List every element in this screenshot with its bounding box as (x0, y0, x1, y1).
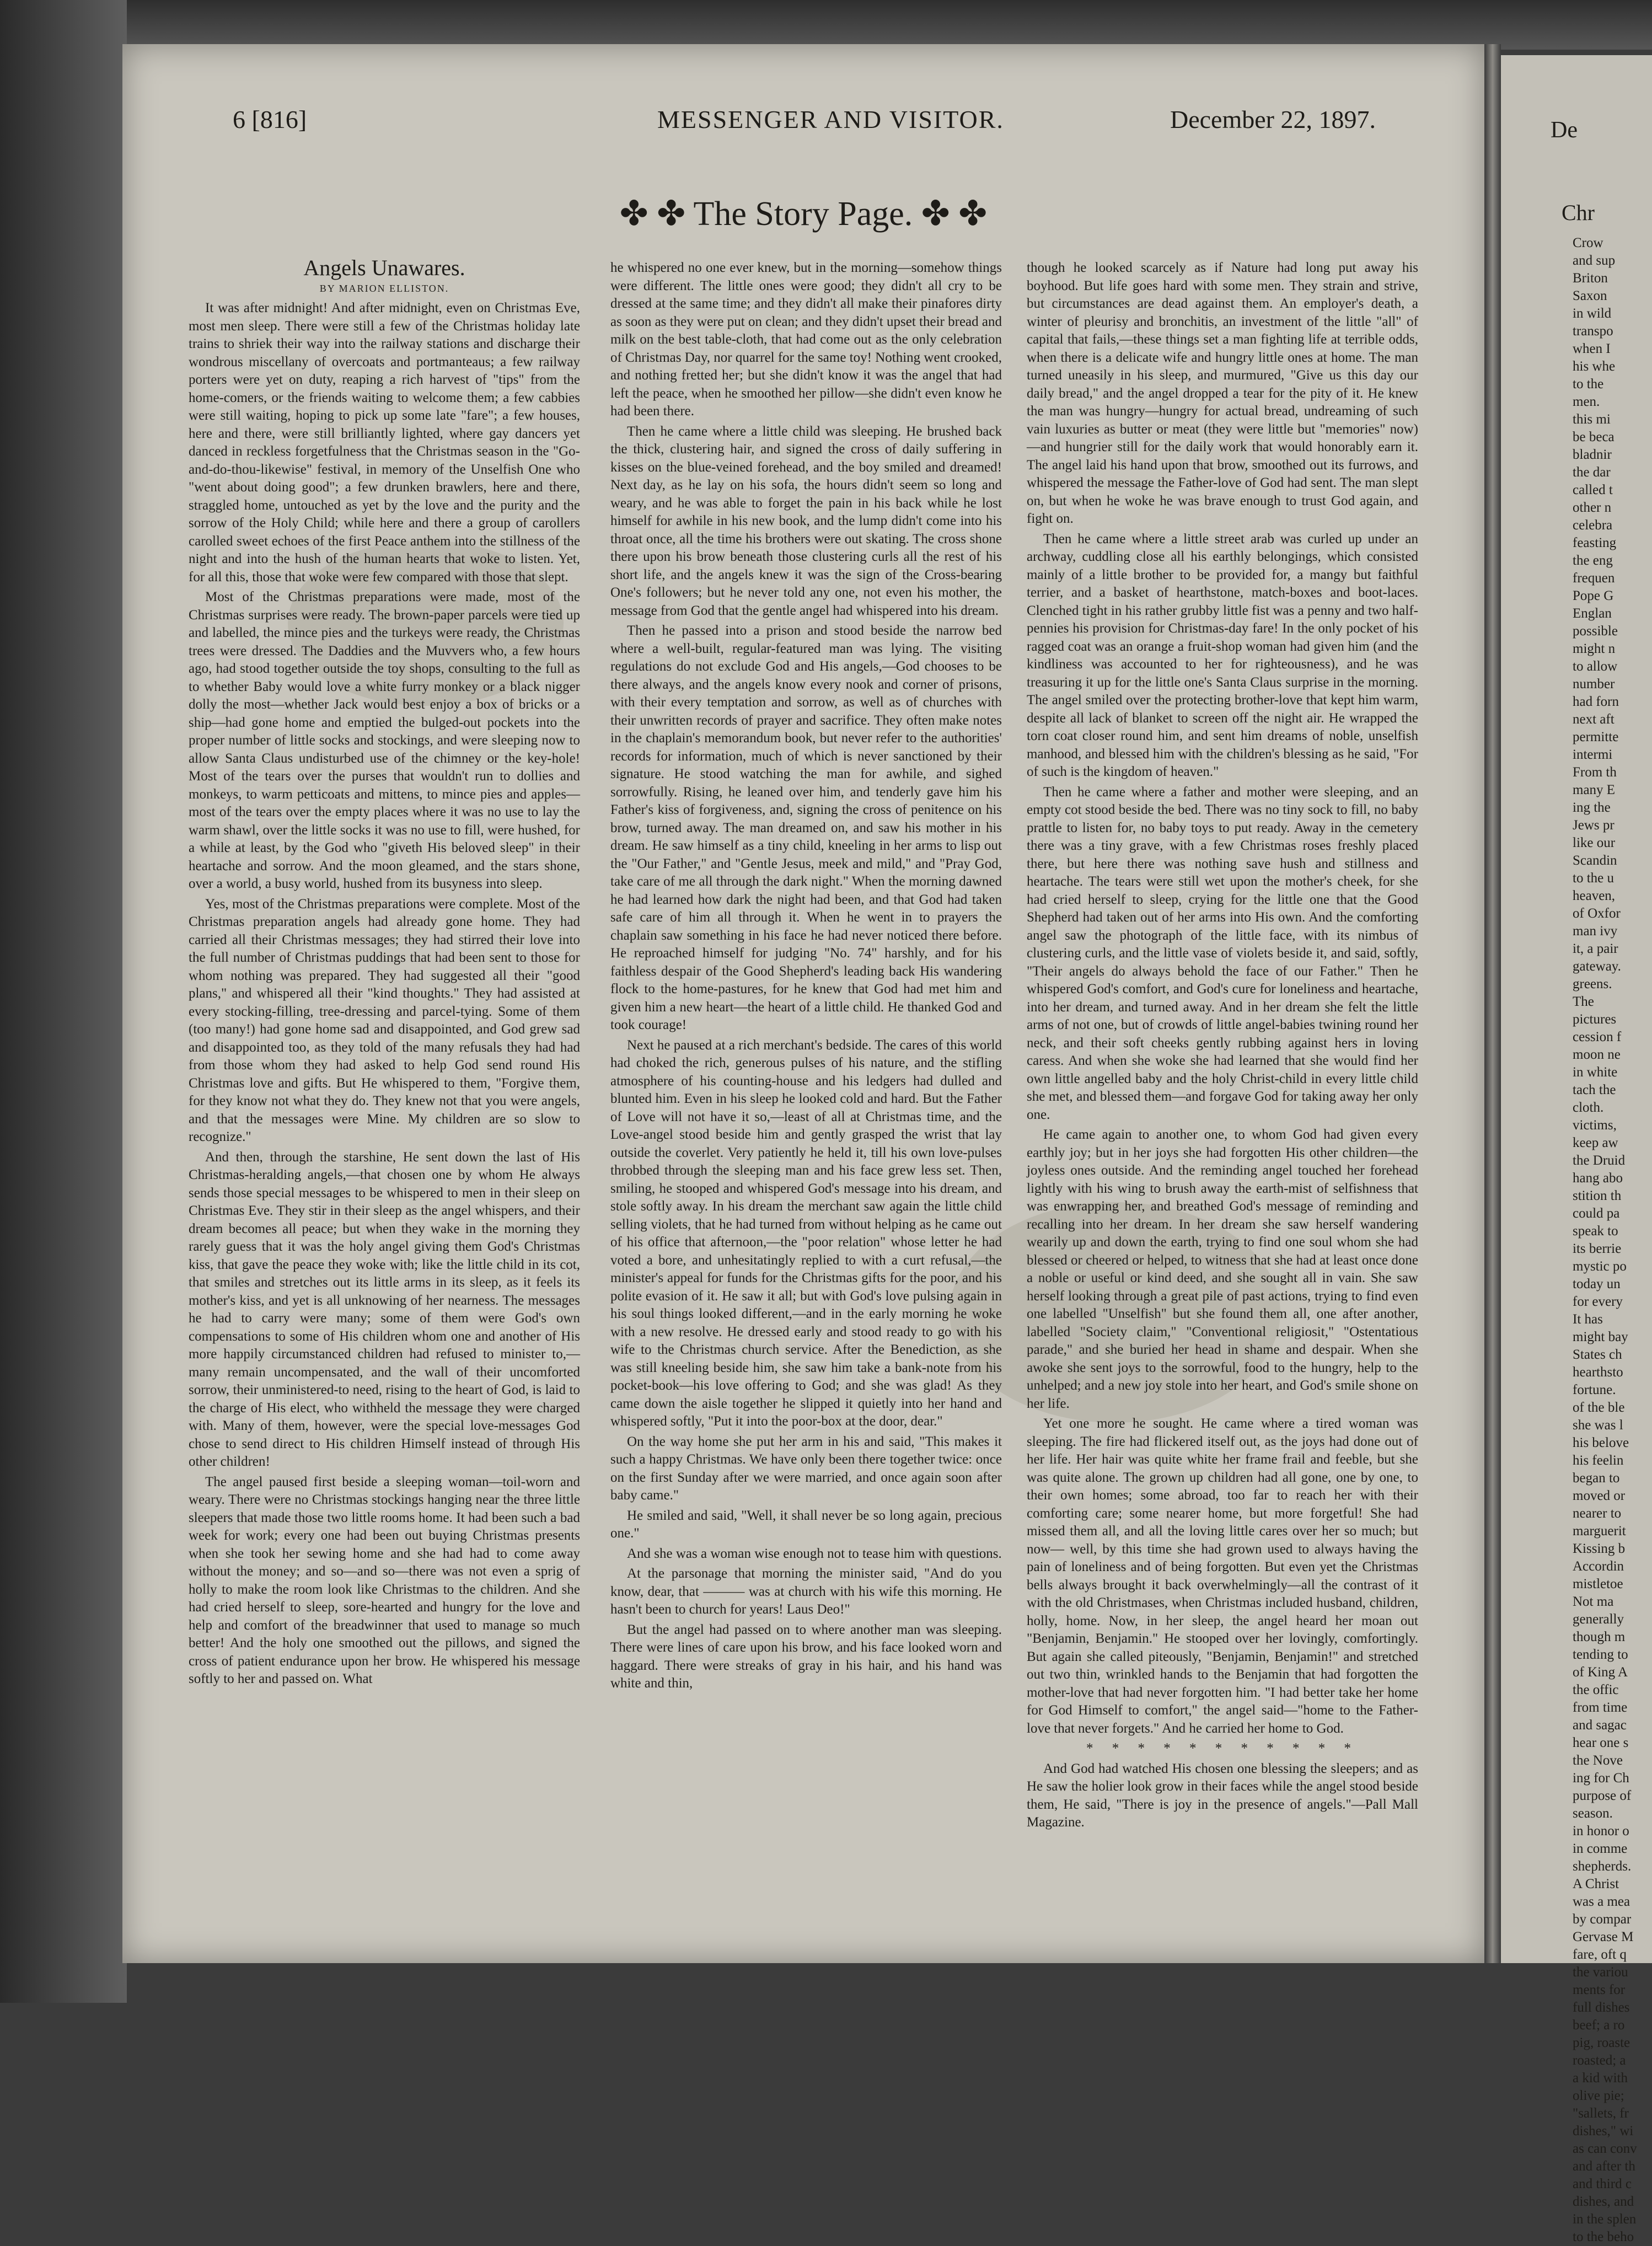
fragment-line: as can conv (1573, 2141, 1637, 2156)
fragment-line: his whe (1573, 359, 1616, 374)
paragraph: And then, through the starshine, He sent down the last of His Christmas-heralding angels,—that chosen one by whom He always sends those special messages to be whispered to men in their sleep on Christmas Eve. They stir in their sleep as the angel whispers, and their dream becomes all peace; but when they wake in the morning they rarely guess that it was the holy angel giving them God's Christmas kiss, that gave the peace they woke with; like the little child in its cot, that smiles and stretches out its little arms in its sleep, as it feels its mother's kiss, and yet is all unknowing of her nearness. The messages he had to carry were many; some of them were God's own compensations to some of His children whom one and another of His more happily circumstanced children had refused to minister to,—many remain uncompensated, and the wall of their uncomforted sorrow, their unministered-to need, rising to the heart of God, is laid to the charge of His elect, who withheld the message they were charged with. Many of them, however, were the special love-messages God chose to send direct to His children Himself instead of through His other children! (189, 1149, 580, 1469)
paragraph: Next he paused at a rich merchant's bedside. The cares of this world had choked the rich, generous pulses of his nature, and the stifling atmosphere of his counting-house and his ledgers had dulled and blunted him. Even in his sleep he looked cold and hard. But the Father of Love will not have it so,—least of all at Christmas time, and the Love-angel stood beside him and gently grasped the wrist that lay outside the coverlet. Very patiently he held it, till his own love-pulses throbbed through the sleeping man and his face grew less set. Then, smiling, he stooped and whispered God's message into his dream, and stole softly away. In his dream the merchant saw again the little child selling violets, that he had turned from without helping as he came out of his office that afternoon,—the "poor relation" whose letter he had voted a bore, and unhesitatingly replied to with a curt refusal,—the minister's appeal for funds for the Christmas gifts for the poor, and his polite evasion of it. He saw it all; but with God's love pulsing again in his soul things looked different,—and in the early morning he woke with a new resolve. He dressed early and stood ready to go with his wife to the Christmas church service. After the Benediction, as she was still kneeling beside him, she saw him take a bank-note from his pocket-book—his love offering to God; and she was glad! As they came down the aisle together he slipped it quietly into her hand and whispered softly, "Put it into the poor-box at the door, dear." (610, 1037, 1002, 1429)
fragment-line: ing for Ch (1573, 1771, 1629, 1786)
paragraph: Then he came where a little street arab was curled up under an archway, cuddling close all his earthly belongings, which consisted mainly of a little brother to be provided for, a mangy but faithful terrier, and a basket of hearthstone, match-boxes and boot-laces. Clenched tight in his rather grubby little fist was a penny and two half-pennies his provision for Christmas-day fare! In the only pocket of his ragged coat was an orange a fruit-shop woman had given him (and the kindliness was accounted to her for righteousness), and he was treasuring it up for the little one's Santa Claus surprise in the morning. The angel smiled over the protecting brother-love that kept him warm, despite all lack of blanket to screen off the night air. He wrapped the torn coat closer round him, and sent him dreams of noble, unselfish manhood, and blessed him with the children's blessing as he said, "For of such is the kingdom of heaven." (1027, 531, 1418, 779)
paragraph: Yet one more he sought. He came where a tired woman was sleeping. The fire had flickered itself out, as the joys had done out of her life. Her hair was quite white her frame frail and feeble, but she was quite alone. The grown up children had all gone, one by one, to their own homes; some abroad, too far to reach her with their comforting care; some nearer home, but more forgetful! She had missed them all, and all the loving little cares over her so much; but now— well, by this time she had grown used to always having the pain of loneliness and of being forgotten. But even yet the Christmas bells always brought it back overwhelmingly—all the contrast of it with the old Christmases, when Christmas included husband, children, holly, home. Now, in her sleep, the angel heard her moan out "Benjamin, Benjamin." He stooped over her lovingly, comfortingly. But again she called piteously, "Benjamin, Benjamin!" and stretched out two thin, wrinkled hands to the Benjamin that had forgotten the mother-love that had never forgotten him. "I had better take her home for God Himself to comfort," the angel said—"home to the Father-love that never forgets." And he carried her home to God. (1027, 1416, 1418, 1736)
fragment-line: States ch (1573, 1347, 1622, 1362)
fragment-line: cloth. (1573, 1100, 1604, 1115)
fragment-line: Englan (1573, 606, 1612, 621)
adjacent-page-fragment (1501, 55, 1652, 2244)
fragment-line: stition th (1573, 1188, 1622, 1203)
adjacent-header-fragment: De (1551, 117, 1578, 143)
fragment-line: bladnir (1573, 447, 1612, 462)
adjacent-column-fragment (1573, 234, 1650, 2246)
fragment-line: Jews pr (1573, 818, 1615, 833)
fragment-line: pictures (1573, 1012, 1617, 1027)
fragment-line: tending to (1573, 1647, 1628, 1662)
fragment-line: moved or (1573, 1488, 1626, 1503)
fragment-line: many E (1573, 782, 1616, 797)
fragment-line: a kid with (1573, 2071, 1628, 2086)
fragment-line: pig, roaste (1573, 2035, 1630, 2050)
fragment-line: its berrie (1573, 1241, 1622, 1256)
fragment-line: be beca (1573, 430, 1615, 444)
fragment-line: hang abo (1573, 1171, 1623, 1186)
fragment-line: hear one s (1573, 1735, 1629, 1750)
fragment-line: permitte (1573, 730, 1619, 744)
fragment-line: full dishes (1573, 2000, 1630, 2015)
fragment-line: fortune. (1573, 1382, 1616, 1397)
newspaper-page (122, 44, 1484, 1963)
fragment-line: by compar (1573, 1912, 1632, 1927)
fragment-line: dishes, and (1573, 2194, 1634, 2209)
fragment-line: in honor o (1573, 1824, 1629, 1838)
fragment-line: his belove (1573, 1435, 1629, 1450)
fragment-line: the variou (1573, 1965, 1628, 1980)
fragment-line: to allow (1573, 659, 1618, 674)
fragment-line: dishes," wi (1573, 2124, 1634, 2138)
fragment-line: was a mea (1573, 1894, 1630, 1909)
fragment-line: when I (1573, 341, 1611, 356)
fragment-line: gateway. (1573, 959, 1621, 974)
fragment-line: From th (1573, 765, 1617, 780)
fragment-line: in white (1573, 1065, 1618, 1080)
paragraph: He smiled and said, "Well, it shall never be so long again, precious one." (610, 1508, 1002, 1541)
fragment-line: generally (1573, 1612, 1624, 1627)
text-column-1 (189, 255, 580, 1691)
fragment-line: ments for (1573, 1982, 1626, 1997)
fragment-line: in wild (1573, 306, 1612, 321)
fragment-line: of Oxfor (1573, 906, 1621, 921)
text-column-3 (1027, 259, 1418, 1834)
story-byline: BY MARION ELLISTON. (319, 282, 449, 294)
fragment-line: man ivy (1573, 924, 1618, 939)
fragment-line: celebra (1573, 518, 1613, 533)
text-column-2 (610, 259, 1002, 1695)
scan-left-edge (0, 0, 127, 2003)
fragment-line: and sagac (1573, 1718, 1627, 1733)
fragment-line: frequen (1573, 571, 1615, 586)
fragment-line: called t (1573, 483, 1613, 497)
fragment-line: Briton (1573, 271, 1608, 286)
fragment-line: marguerit (1573, 1524, 1626, 1539)
page-number: 6 [816] (233, 105, 307, 133)
fragment-line: purpose of (1573, 1788, 1632, 1803)
paragraph: Then he passed into a prison and stood beside the narrow bed where a well-built, regular-featured man was lying. The visiting regulations do not exclude God and His angels,—God chooses to be there always, and the angels know every nook and corner of prisons, with their every temptation and sorrow, as well as of churches with their unwritten records of prayer and sacrifice. They often make notes in the chaplain's memorandum book, but never refer to the authorities' records for information, much of which is never sanctioned by their signature. He stood watching the man for awhile, and sighed sorrowfully. Rising, he leaned over him, and tenderly gave him his Father's kiss of forgiveness, and, signing the cross of penitence on his brow, turned away. The man dreamed on, and saw his mother in his dream. He saw himself as a tiny child, kneeling in her arms to lisp out the "Our Father," and "Gentle Jesus, meek and mild," and "Pray God, take care of me all through the dark night." When the morning dawned he had learned how dark the night had been, and that God had taken safe care of him all through it. When he went in to prayers the chaplain saw something in his face he had never noticed there before. He reproached himself for judging "No. 74" harshly, and for his faithless despair of the Good Shepherd's leading back His wandering flock to the home-pastures, for he knew that God had met him and given him a new heart—the heart of a little child. He thanked God and took courage! (610, 623, 1002, 1032)
paragraph: The angel paused first beside a sleeping woman—toil-worn and weary. There were no Christmas stockings hanging near the three little sleepers that made those two little rooms home. It had been such a bad week for work; every one had been out buying Christmas presents when she took her sewing home and she had had to come away without the money; and so—and so—there was not even a sprig of holly to make the room look like Christmas to the children. And she had cried herself to sleep, sore-hearted and hungry for the love and help and comfort of the breadwinner that used to manage so much better! And the holy one smoothed out the pillows, and signed the cross of patient endurance upon her brow. He whispered his message softly to her and passed on. What (189, 1474, 580, 1686)
fragment-line: to the beho (1573, 2229, 1634, 2244)
paragraph: though he looked scarcely as if Nature had long put away his boyhood. But life goes hard with some men. They strain and strive, but circumstances are dead against them. An employer's death, a winter of pleurisy and bronchitis, an investment of the little "all" of capital that fails,—these things set a man fighting life at terrible odds, when there is a delicate wife and hungry little ones at home. The man turned uneasily in his sleep, and murmured, "Give us this day our daily bread," and the angel dropped a tear for the pity of it. He knew the man was hungry—hungry for actual bread, undreaming of such vain luxuries as butter or meat (they were little but "memories" now)—and hungrier still for the daily work that would honorably earn it. The angel laid his hand upon that brow, smoothed out its furrows, and whispered the message the Father-love of God had sent. The man slept on, but when he woke he was brave enough to trust God again, and fight on. (1027, 260, 1418, 526)
paragraph: And she was a woman wise enough not to tease him with questions. (627, 1546, 1002, 1561)
fragment-line: it, a pair (1573, 941, 1618, 956)
fragment-line: It has (1573, 1312, 1603, 1327)
fragment-line: the Druid (1573, 1153, 1626, 1168)
fragment-line: Pope G (1573, 588, 1614, 603)
fragment-line: though m (1573, 1629, 1626, 1644)
fragment-line: mystic po (1573, 1259, 1627, 1274)
issue-date: December 22, 1897. (1170, 105, 1376, 133)
page-fold (1484, 44, 1501, 1963)
fragment-line: shepherds. (1573, 1859, 1632, 1874)
fragment-line: intermi (1573, 747, 1613, 762)
section-title: ✤ ✤ The Story Page. ✤ ✤ (619, 195, 988, 233)
fragment-line: of King A (1573, 1665, 1628, 1680)
fragment-line: and sup (1573, 253, 1616, 268)
fragment-line: moon ne (1573, 1047, 1621, 1062)
fragment-line: Gervase M (1573, 1929, 1634, 1944)
fragment-line: Crow (1573, 235, 1603, 250)
fragment-line: number (1573, 677, 1615, 692)
fragment-line: in comme (1573, 1841, 1628, 1856)
fragment-line: transpo (1573, 324, 1613, 339)
fragment-line: Not ma (1573, 1594, 1614, 1609)
fragment-line: to the u (1573, 871, 1614, 886)
fragment-line: beef; a ro (1573, 2018, 1625, 2033)
fragment-line: next aft (1573, 712, 1615, 727)
fragment-line: season. (1573, 1806, 1613, 1821)
fragment-line: possible (1573, 624, 1618, 639)
fragment-line: of the ble (1573, 1400, 1625, 1415)
fragment-line: had forn (1573, 694, 1619, 709)
fragment-line: keep aw (1573, 1135, 1618, 1150)
fragment-line: like our (1573, 835, 1616, 850)
fragment-line: and third c (1573, 2177, 1632, 2191)
fragment-line: speak to (1573, 1224, 1618, 1239)
fragment-line: the eng (1573, 553, 1613, 568)
fragment-line: began to (1573, 1471, 1620, 1486)
paragraph: Then he came where a father and mother were sleeping, and an empty cot stood beside the bed. There was no tiny sock to fill, no baby prattle to listen for, no baby toys to put ready. Away in the cemetery there was a tiny grave, with a few Christmas roses freshly placed there, but here there was nothing save hush and stillness and heartache. The tears were still wet upon the mother's cheek, for she had cried herself to sleep, crying for the little one that the Good Shepherd had taken out of her arms into His own. And the comforting angel saw the photograph of the little face, with its nimbus of clustering curls, and the little vase of violets beside it, and said, softly, "Their angels do always behold the face of our Father." Then he whispered God's comfort, and God's cure for loneliness and heartache, into her dream, and turned away. And in her dream she felt the little arms of not one, but of crowds of little angel-babies twining round her neck, and their soft cheeks gently rubbing against hers in loving caress. And when she woke she had learned that she would find her own little angelled baby and the holy Christ-child in every little child she met, and blessed them—and forgave God for taking away her only one. (1027, 784, 1418, 1122)
fragment-line: nearer to (1573, 1506, 1622, 1521)
fragment-line: "sallets, fr (1573, 2106, 1629, 2121)
story-title: Angels Unawares. (303, 255, 465, 280)
fragment-line: Kissing b (1573, 1541, 1626, 1556)
fragment-line: Accordin (1573, 1559, 1624, 1574)
paragraph: But the angel had passed on to where another man was sleeping. There were lines of care upon his brow, and his face looked worn and haggard. There were streaks of gray in his hair, and his hand was white and thin, (610, 1622, 1002, 1691)
fragment-line: the offic (1573, 1682, 1619, 1697)
fragment-line: his feelin (1573, 1453, 1624, 1468)
fragment-line: Scandin (1573, 853, 1617, 868)
fragment-line: Saxon (1573, 288, 1607, 303)
fragment-line: other n (1573, 500, 1612, 515)
fragment-line: fare, oft q (1573, 1947, 1627, 1962)
fragment-line: this mi (1573, 412, 1611, 427)
section-divider-stars: * * * * * * * * * * * (1086, 1741, 1359, 1756)
fragment-line: heaven, (1573, 888, 1616, 903)
paragraph: Then he came where a little child was sleeping. He brushed back the thick, clustering hair, and signed the cross of daily suffering in kisses on the blue-veined forehead, and the boy smiled and dreamed! Next day, as he lay on his sofa, the hours didn't seem so long and weary, and he was able to forget the pain in his back while he lost himself for awhile in his new book, and the lump didn't come into his throat once, all the time his brothers were out skating. The cross shone there upon his brow beneath those clustering curls all the rest of his short life, and the angels knew it was the sign of the Cross-bearing One's followers; but he never told any one, not even his mother, the message from God that the gentle angel had whispered into his dream. (610, 424, 1002, 618)
fragment-line: from time (1573, 1700, 1628, 1715)
fragment-line: feasting (1573, 535, 1617, 550)
fragment-line: men. (1573, 394, 1600, 409)
paragraph: And God had watched His chosen one blessing the sleepers; and as He saw the holier look grow in their faces while the angel stood beside them, He said, "There is joy in the presence of angels."—Pall Mall Magazine. (1027, 1761, 1418, 1830)
fragment-line: hearthsto (1573, 1365, 1623, 1380)
fragment-line: olive pie; (1573, 2088, 1624, 2103)
fragment-line: could pa (1573, 1206, 1620, 1221)
fragment-line: A Christ (1573, 1877, 1619, 1891)
fragment-line: tach the (1573, 1082, 1616, 1097)
scan-top-edge (0, 0, 1652, 50)
fragment-line: she was l (1573, 1418, 1623, 1433)
fragment-line: the dar (1573, 465, 1611, 480)
fragment-line: in the splen (1573, 2212, 1637, 2227)
fragment-line: today un (1573, 1277, 1621, 1291)
fragment-line: to the (1573, 377, 1604, 392)
fragment-line: roasted; a (1573, 2053, 1626, 2068)
fragment-line: the Nove (1573, 1753, 1623, 1768)
page-header (122, 105, 1484, 143)
fragment-line: victims, (1573, 1118, 1617, 1133)
fragment-line: greens. (1573, 977, 1612, 991)
fragment-line: and after th (1573, 2159, 1635, 2174)
paragraph: Most of the Christmas preparations were made, most of the Christmas surprises were ready. The brown-paper parcels were tied up and labelled, the mince pies and the turkeys were ready, the Christmas trees were dressed. The Daddies and the Muvvers who, a few hours ago, had stood together outside the toy shops, consulting to the full as to whether Baby would love a white furry monkey or a black nigger dolly the most—whether Jack would best enjoy a box of bricks or a ship—had gone home and emptied the bulged-out pockets into the proper number of little socks and stockings, and were sleeping now to allow Santa Claus undisturbed use of the chimney or the key-hole! Most of the tears over the purses that wouldn't run to dollies and monkeys, to warm petticoats and mittens, to mince pies and apples—most of the tears over the empty places where it was no use to lay the warm shawl, over the little socks it was no use to fill, were hushed, for a while at least, by the God who "giveth His beloved sleep" in their heartache and sorrow. And the moon gleamed, and the stars shone, over a world, a busy world, hushed from its busyness into sleep. (189, 589, 580, 891)
fragment-line: ing the (1573, 800, 1611, 815)
fragment-line: mistletoe (1573, 1577, 1623, 1591)
paragraph: At the parsonage that morning the minister said, "And do you know, dear, that ——— was at church with his wife this morning. He hasn't been to church for years! Laus Deo!" (610, 1566, 1002, 1617)
paragraph: He came again to another one, to whom God had given every earthly joy; but in her joys she had forgotten His other children—the joyless ones outside. And the reminding angel touched her forehead lightly with his wing to brush away the earth-mist of selfishness that was enwrapping her, and breathed God's message of reminding and recalling into her dream. In her dream she saw herself wandering wearily up and down the earth, trying to find one soul whom she had blessed or cheered or helped, to witness that she had at least once done a noble or useful or kind deed, and she sought all in vain. She saw herself looking through a great pile of past actions, trying to find even one labelled "Unselfish" but she found them all, one after another, labelled "Society claim," "Conventional religiosit," "Ostentatious parade," and she buried her head in shame and despair. When she awoke she sent joys to the sorrowful, food to the hungry, help to the unhelped; and a new joy stole into her heart, and God's smile shone on her life. (1027, 1127, 1418, 1411)
paragraph: On the way home she put her arm in his and said, "This makes it such a happy Christmas. We have only been there together twice: once on the first Sunday after we were married, and once again soon after baby came." (610, 1434, 1002, 1503)
adjacent-title-fragment: Chr (1562, 200, 1595, 225)
fragment-line: for every (1573, 1294, 1623, 1309)
masthead: MESSENGER AND VISITOR. (657, 105, 1004, 133)
paragraph: he whispered no one ever knew, but in the morning—somehow things were different. The little ones were good; they didn't all cry to be dressed at the same time; and they didn't all make their pinafores dirty as soon as they were put on clean; and they didn't upset their bread and milk on the best table-cloth, that had come out as the only celebration of Christmas Day, nor quarrel for the same toy! Nothing went crooked, and nothing fretted her; but she didn't know it was the angel that had left the peace, when he smoothed her pillow—she didn't even know he had been there. (610, 260, 1002, 419)
fragment-line: might bay (1573, 1330, 1628, 1344)
paragraph: It was after midnight! And after midnight, even on Christmas Eve, most men sleep. There were still a few of the Christmas holiday late trains to shriek their way into the railway stations and discharge their wondrous miscellany of overcoats and portmanteaus; a few railway porters were yet on duty, reaping a rich harvest of "tips" from the home-comers, or the friends waiting to welcome them; a few cabbies were still waiting, hoping to pick up some late "fare"; a few houses, here and there, were still brilliantly lighted, where gay dancers yet danced in reckless forgetfulness that the Christmas season in the "Go-and-do-thou-likewise" festival, in memory of the Unselfish One who "went about doing good"; a few drunken brawlers, here and there, straggled home, untouched as yet by the love and the purity and the sorrow of the Holy Child; while here and there a group of carollers carolled sweet echoes of the first Peace anthem into the stillness of the night and into the hush of the human hearts that woke to listen. Yet, for all this, those that woke were few compared with those that slept. (189, 301, 580, 585)
fragment-line: The (1573, 994, 1594, 1009)
fragment-line: cession f (1573, 1030, 1622, 1044)
paragraph: Yes, most of the Christmas preparations were complete. Most of the Christmas preparation angels had already gone home. They had carried all their Christmas messages; they had stirred their love into the full number of Christmas puddings that had been sent to those for whom nothing was prepared. They had suggested all their "good plans," and whispered all their "kind thoughts." They had assisted at every stocking-filling, tree-dressing and parcel-tying. Some of them (too many!) had gone home sad and disappointed, and God grew sad and disappointed too, as they told of the many refusals they had had from those whom they had asked to help God send round His Christmas love and gifts. But He whispered to them, "Forgive them, for they know not what they do. They knew not that you were angels, and that the messages were Mine. My children are so slow to recognize." (189, 896, 580, 1144)
fragment-line: might n (1573, 641, 1616, 656)
